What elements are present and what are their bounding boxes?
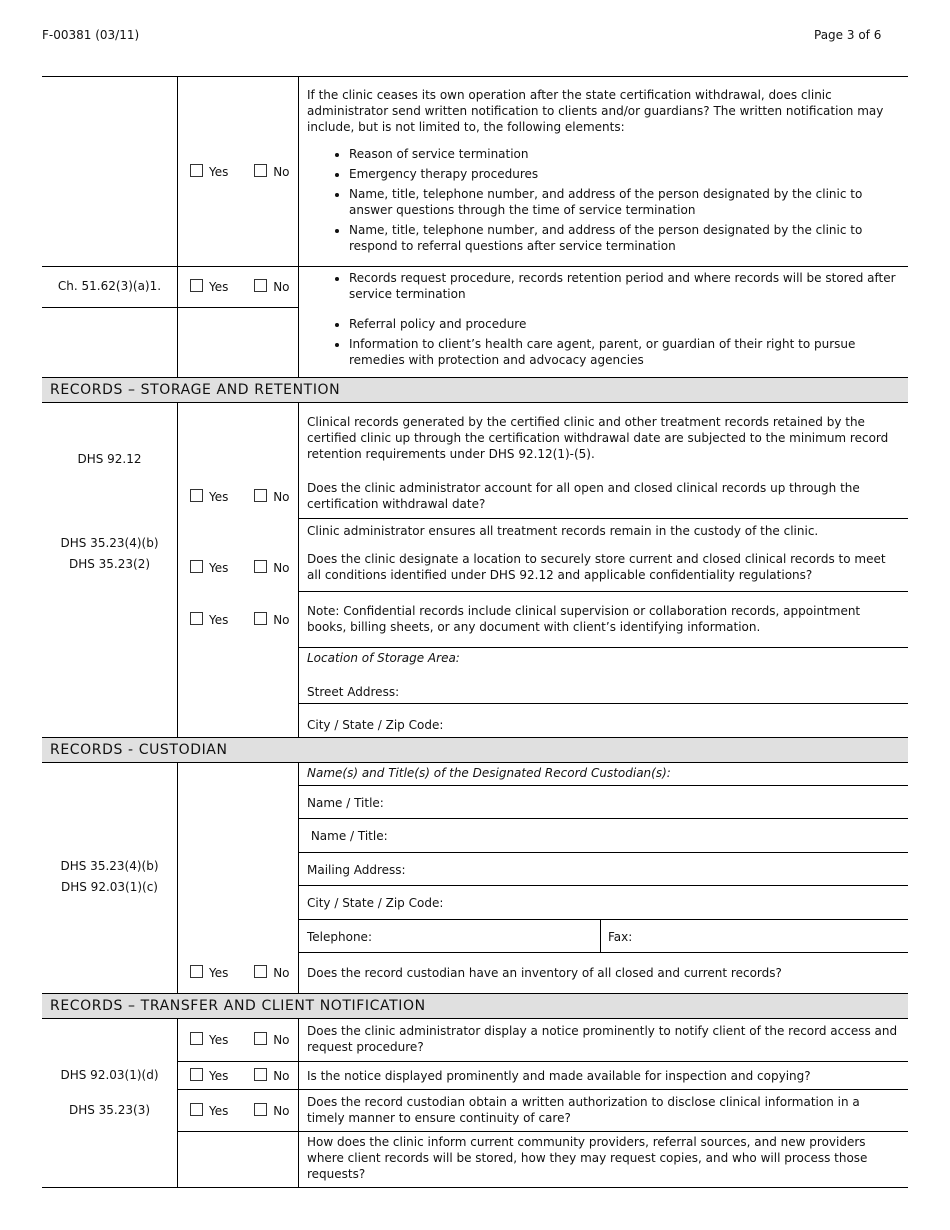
yes-checkbox[interactable] [190,1103,203,1116]
secure-location-question: Does the clinic designate a location to securely store current and closed clinical records to meet all conditions identified under DHS 92.12 and applicable confidentiality regulations? [307,552,886,582]
yes-checkbox[interactable] [190,164,203,177]
column-divider [177,76,178,377]
street-address-field[interactable]: Street Address: [307,685,400,699]
no-label: No [273,1033,290,1047]
column-divider [298,762,299,993]
reference-dhs-92-03-1c: DHS 92.03(1)(c) [60,880,158,894]
yes-no-group [190,279,290,294]
yes-no-group [190,1068,290,1083]
column-divider [177,762,178,993]
no-label: No [273,613,290,627]
confidential-note: Note: Confidential records include clinical supervision or collaboration records, appointment books, billing sheets, or any document with client’s identifying information. [307,604,861,634]
yes-no-group [190,1032,290,1047]
no-checkbox[interactable] [254,1032,267,1045]
reference-dhs-35-23-2: DHS 35.23(2) [68,557,151,571]
section-border [42,1018,908,1019]
column-divider [177,402,178,737]
section-border [42,762,908,763]
yes-label: Yes [209,1033,229,1047]
custody-statement: Clinic administrator ensures all treatment records remain in the custody of the clinic. [307,524,819,538]
reference-dhs-35-23-4b: DHS 35.23(4)(b) [60,859,159,873]
no-checkbox[interactable] [254,612,267,625]
yes-checkbox[interactable] [190,1032,203,1045]
row-divider [42,266,908,267]
no-label: No [273,1104,290,1118]
row-divider [178,1061,908,1062]
section-title-transfer: RECORDS – TRANSFER AND CLIENT NOTIFICATION [42,994,908,1018]
section-title-custodian: RECORDS - CUSTODIAN [42,738,908,762]
column-divider [298,76,299,377]
row-divider [178,1089,908,1090]
row-divider [298,785,908,786]
no-label: No [273,165,290,179]
yes-no-group [190,612,290,627]
no-checkbox[interactable] [254,489,267,502]
yes-label: Yes [209,490,229,504]
column-divider [298,402,299,737]
referral-list [307,316,899,372]
custodian-names-label: Name(s) and Title(s) of the Designated Record Custodian(s): [307,766,671,780]
list-item: • Records request procedure, records retention period and where records will be stored after service termination [349,270,899,302]
yes-no-group [190,560,290,575]
yes-no-group [190,965,290,980]
clinic-ceases-question: If the clinic ceases its own operation after the state certification withdrawal, does clinic administrator send written notification to clients and/or guardians? The written notification may include, but is not limited to, the following elements: [307,88,884,134]
reference-dhs-92-03-1d: DHS 92.03(1)(d) [60,1068,159,1082]
page-number: Page 3 of 6 [814,28,882,42]
row-divider-left [42,307,298,308]
storage-location-label: Location of Storage Area: [307,651,460,665]
row-divider [298,518,908,519]
mailing-address-field[interactable]: Mailing Address: [307,863,406,877]
no-label: No [273,490,290,504]
row-divider [298,703,908,704]
yes-label: Yes [209,966,229,980]
yes-checkbox[interactable] [190,489,203,502]
list-item: • Referral policy and procedure [349,316,899,332]
no-label: No [273,561,290,575]
row-divider [298,952,908,953]
yes-checkbox[interactable] [190,612,203,625]
list-item: • Information to client’s health care agent, parent, or guardian of their right to pursue remedies with protection and advocacy agencies [349,336,899,368]
custodian-city-state-zip-field[interactable]: City / State / Zip Code: [307,896,444,910]
telephone-field[interactable]: Telephone: [307,930,372,944]
section-title-storage: RECORDS – STORAGE AND RETENTION [42,378,908,402]
reference-dhs-35-23-3: DHS 35.23(3) [68,1103,151,1117]
list-item: • Name, title, telephone number, and address of the person designated by the clinic to respond to referral questions after service termination [349,222,899,254]
yes-checkbox[interactable] [190,1068,203,1081]
name-title-field-1[interactable]: Name / Title: [307,796,384,810]
yes-label: Yes [209,1104,229,1118]
column-divider [298,1018,299,1187]
no-checkbox[interactable] [254,965,267,978]
records-request-list [307,270,899,306]
no-checkbox[interactable] [254,279,267,292]
row-divider [298,818,908,819]
yes-checkbox[interactable] [190,279,203,292]
fax-field[interactable]: Fax: [608,930,633,944]
column-divider [600,919,601,952]
row-divider [298,919,908,920]
yes-label: Yes [209,1069,229,1083]
list-item: • Name, title, telephone number, and address of the person designated by the clinic to answer questions through the time of service termination [349,186,899,218]
no-label: No [273,1069,290,1083]
no-checkbox[interactable] [254,1068,267,1081]
list-item: • Reason of service termination [349,146,899,162]
no-checkbox[interactable] [254,560,267,573]
section-border [42,402,908,403]
row-divider [178,1131,908,1132]
yes-no-group [190,164,290,179]
yes-label: Yes [209,280,229,294]
row-divider [298,647,908,648]
retention-paragraph: Clinical records generated by the certified clinic and other treatment records retained by the certified clinic up through the certification withdrawal date are subjected to the minimum record retention requirements under DHS 92.12(1)-(5). [307,415,889,461]
reference-ch51: Ch. 51.62(3)(a)1. [57,279,162,293]
no-checkbox[interactable] [254,164,267,177]
yes-no-group [190,489,290,504]
reference-dhs-35-23-4b: DHS 35.23(4)(b) [60,536,159,550]
inform-providers-question: How does the clinic inform current community providers, referral sources, and new providers where client records will be stored, how they may request copies, and who will process those requests? [307,1135,868,1181]
notification-elements-list [307,146,899,258]
notice-inspection-question: Is the notice displayed prominently and made available for inspection and copying? [307,1069,811,1083]
row-divider [298,885,908,886]
written-authorization-question: Does the record custodian obtain a written authorization to disclose clinical information in a timely manner to ensure continuity of care? [307,1095,860,1125]
yes-label: Yes [209,613,229,627]
yes-label: Yes [209,561,229,575]
row-divider [298,591,908,592]
yes-checkbox[interactable] [190,965,203,978]
list-item: • Emergency therapy procedures [349,166,899,182]
form-id: F-00381 (03/11) [42,28,140,42]
yes-checkbox[interactable] [190,560,203,573]
notice-display-question: Does the clinic administrator display a notice prominently to notify client of the record access and request procedure? [307,1024,898,1054]
no-label: No [273,280,290,294]
yes-no-group [190,1103,290,1118]
account-records-question: Does the clinic administrator account for all open and closed clinical records up through the certification withdrawal date? [307,481,860,511]
no-checkbox[interactable] [254,1103,267,1116]
inventory-question: Does the record custodian have an inventory of all closed and current records? [307,966,782,980]
column-divider [177,1018,178,1187]
table-top-border [42,76,908,77]
row-divider [298,852,908,853]
table-bottom-border [42,1187,908,1188]
yes-label: Yes [209,165,229,179]
city-state-zip-field[interactable]: City / State / Zip Code: [307,718,444,732]
no-label: No [273,966,290,980]
name-title-field-2[interactable]: Name / Title: [307,829,388,843]
reference-dhs-92-12: DHS 92.12 [77,452,142,466]
